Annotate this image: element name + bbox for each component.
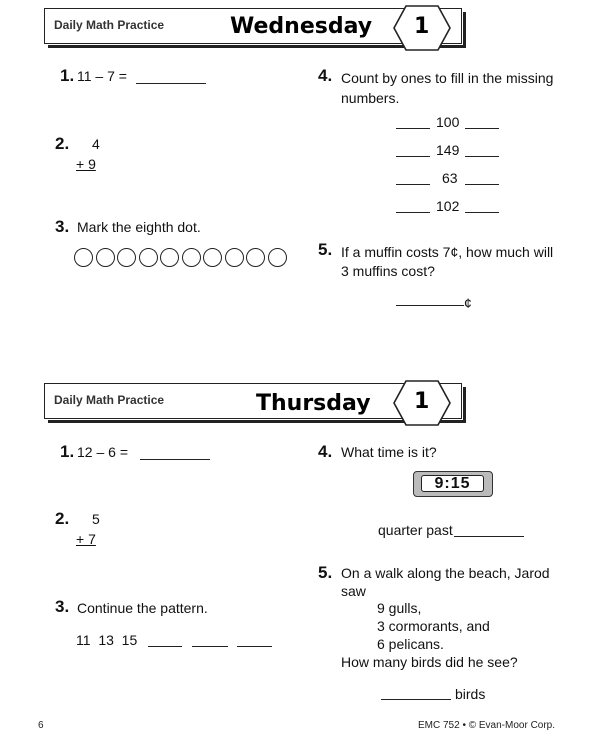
dot[interactable] <box>96 248 115 267</box>
pattern-blank[interactable] <box>192 645 228 647</box>
answer-prefix: quarter past <box>378 522 453 538</box>
question-text: Count by ones to fill in the missing numbers. <box>341 70 554 106</box>
question-number: 4. <box>318 66 333 85</box>
pattern-blank[interactable] <box>148 645 182 647</box>
question-text: 11 – 7 = <box>77 68 127 84</box>
answer-line[interactable] <box>381 698 451 700</box>
dot[interactable] <box>117 248 136 267</box>
blank-before[interactable] <box>396 183 430 185</box>
addend-bottom: + 7 <box>76 531 96 547</box>
count-number: 149 <box>436 142 460 158</box>
blank-after[interactable] <box>465 155 499 157</box>
pattern-blank[interactable] <box>237 645 272 647</box>
blank-after[interactable] <box>465 127 499 129</box>
question-number: 3. <box>55 597 70 616</box>
dot[interactable] <box>74 248 93 267</box>
answer-line[interactable] <box>136 82 206 84</box>
question-text: Continue the pattern. <box>77 600 208 616</box>
question-text: 12 – 6 = <box>77 444 128 460</box>
clock-display: 9:15 <box>421 475 484 492</box>
cent-unit: ¢ <box>464 295 472 311</box>
count-number: 100 <box>436 114 460 130</box>
blank-before[interactable] <box>396 127 430 129</box>
question-line: How many birds did he see? <box>341 654 518 670</box>
question-number: 5. <box>318 240 333 259</box>
thursday-header <box>44 379 464 427</box>
answer-line[interactable] <box>396 304 464 306</box>
question-text: What time is it? <box>341 444 437 460</box>
digital-clock <box>413 471 493 497</box>
answer-unit: birds <box>455 686 486 702</box>
dot[interactable] <box>225 248 244 267</box>
dot-row <box>74 248 289 272</box>
addend-top: 4 <box>92 136 100 152</box>
series-label: Daily Math Practice <box>54 393 165 407</box>
lesson-number: 1 <box>414 389 430 414</box>
list-item: 6 pelicans. <box>377 636 444 652</box>
series-label: Daily Math Practice <box>54 18 165 32</box>
count-number: 102 <box>436 198 460 214</box>
lesson-number: 1 <box>414 14 430 39</box>
dot[interactable] <box>246 248 265 267</box>
wednesday-header <box>44 4 464 52</box>
pattern-sequence: 11 13 15 <box>76 632 138 648</box>
question-number: 1. <box>60 442 75 461</box>
question-line-1: On a walk along the beach, Jarod <box>341 565 550 581</box>
blank-before[interactable] <box>396 211 430 213</box>
dot[interactable] <box>203 248 222 267</box>
day-title: Wednesday <box>230 14 373 39</box>
question-number: 2. <box>55 509 70 528</box>
question-text: If a muffin costs 7¢, how much will 3 muffins cost? <box>341 244 554 279</box>
dot[interactable] <box>160 248 179 267</box>
count-number: 63 <box>442 170 458 186</box>
question-number: 1. <box>60 66 75 85</box>
dot[interactable] <box>268 248 287 267</box>
question-line-2: saw <box>341 583 366 599</box>
answer-line[interactable] <box>454 535 524 537</box>
day-title: Thursday <box>256 391 371 416</box>
dot[interactable] <box>139 248 158 267</box>
question-text: Mark the eighth dot. <box>77 219 201 235</box>
copyright: EMC 752 • © Evan-Moor Corp. <box>418 720 556 731</box>
list-item: 3 cormorants, and <box>377 618 490 634</box>
question-number: 4. <box>318 442 333 461</box>
page-number: 6 <box>38 720 44 731</box>
question-number: 2. <box>55 134 70 153</box>
dot[interactable] <box>182 248 201 267</box>
blank-after[interactable] <box>465 211 499 213</box>
addend-top: 5 <box>92 511 100 527</box>
list-item: 9 gulls, <box>377 600 422 616</box>
answer-line[interactable] <box>140 458 210 460</box>
question-number: 3. <box>55 217 70 236</box>
blank-before[interactable] <box>396 155 430 157</box>
question-number: 5. <box>318 563 333 582</box>
blank-after[interactable] <box>465 183 499 185</box>
addend-bottom: + 9 <box>76 156 96 172</box>
